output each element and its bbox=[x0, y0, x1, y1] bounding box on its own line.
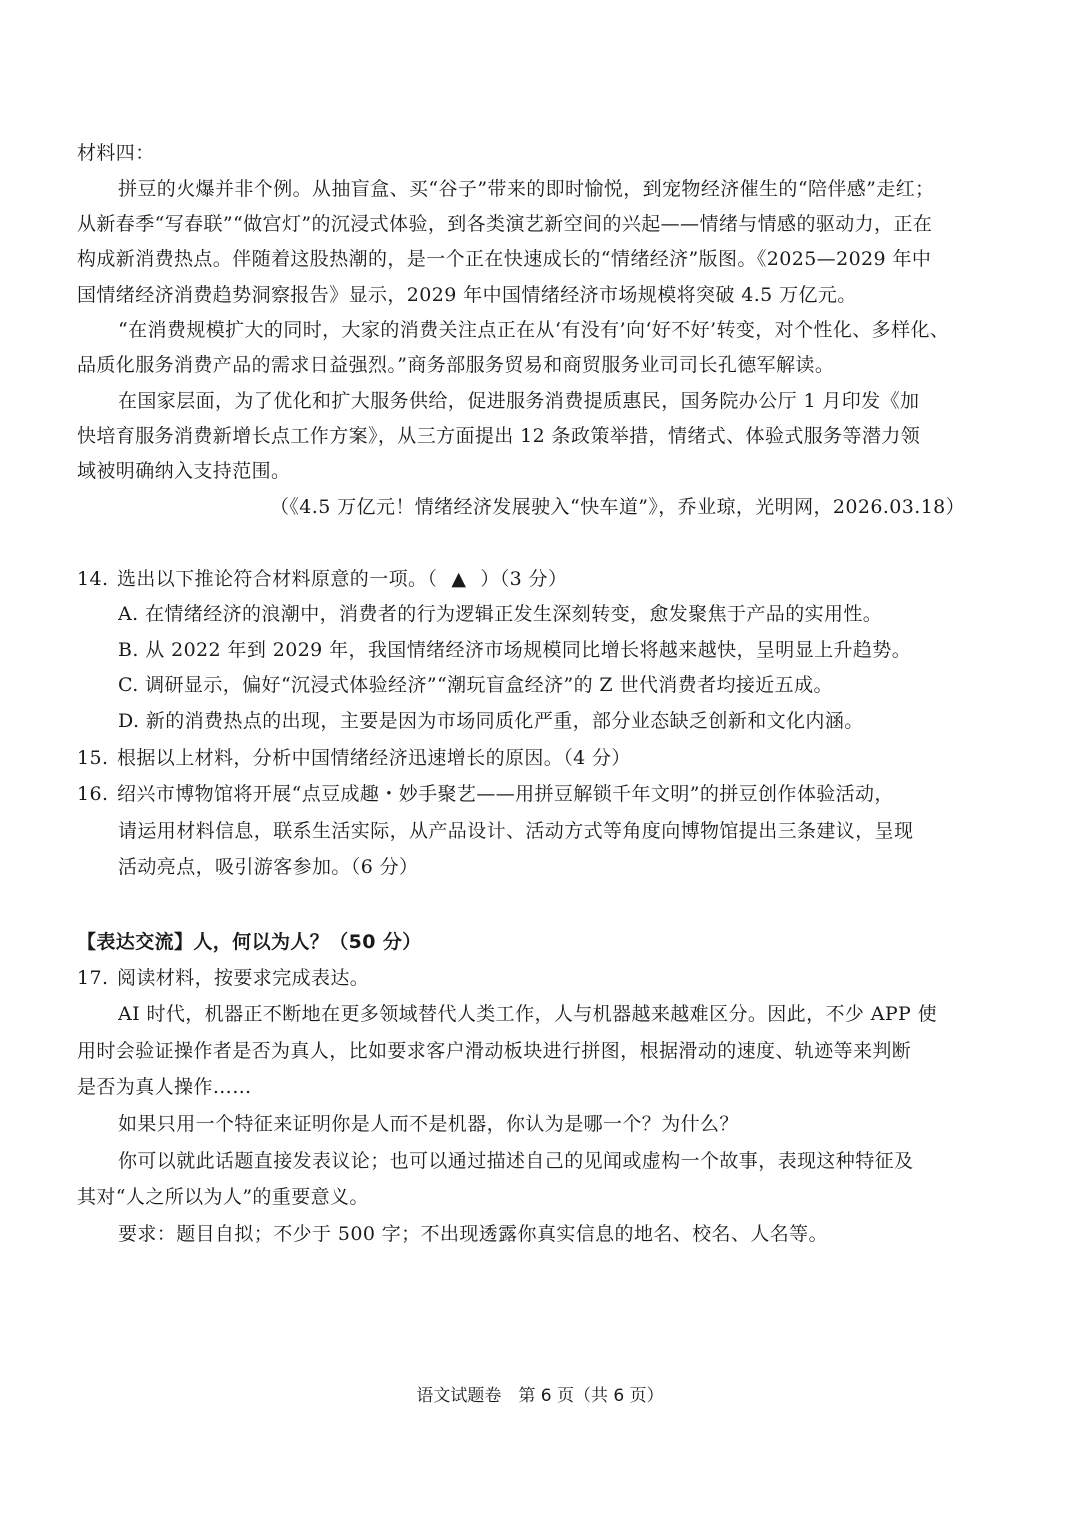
option-d: D. 新的消费热点的出现，主要是因为市场同质化严重，部分业态缺乏创新和文化内涵。 bbox=[118, 710, 864, 732]
material-paragraph-line: 品质化服务消费产品的需求日益强烈。”商务部服务贸易和商贸服务业司司长孔德军解读。 bbox=[77, 354, 835, 376]
material-paragraph-line: 构成新消费热点。伴随着这股热潮的，是一个正在快速成长的“情绪经济”版图。《2025—2029 年中 bbox=[77, 248, 932, 270]
question-16-line: 请运用材料信息，联系生活实际，从产品设计、活动方式等角度向博物馆提出三条建议，呈现 bbox=[118, 820, 914, 842]
material-paragraph-line: 拼豆的火爆并非个例。从抽盲盒、买“谷子”带来的即时愉悦，到宠物经济催生的“陪伴感”走红； bbox=[118, 178, 935, 200]
prompt-paragraph-line: AI 时代，机器正不断地在更多领域替代人类工作，人与机器越来越难区分。因此，不少 APP 使 bbox=[118, 1003, 938, 1025]
material-paragraph-line: “在消费规模扩大的同时，大家的消费关注点正在从‘有没有’向‘好不好’转变，对个性化、多样化、 bbox=[118, 319, 950, 341]
prompt-paragraph-line: 你可以就此话题直接发表议论；也可以通过描述自己的见闻或虚构一个故事，表现这种特征及 bbox=[118, 1150, 914, 1172]
question-text: 阅读材料，按要求完成表达。 bbox=[117, 967, 370, 989]
material-heading: 材料四： bbox=[77, 142, 155, 164]
question-number: 15. bbox=[77, 747, 109, 769]
option-a: A. 在情绪经济的浪潮中，消费者的行为逻辑正发生深刻转变，愈发聚焦于产品的实用性。 bbox=[118, 603, 883, 625]
question-score: ）（3 分） bbox=[480, 568, 568, 590]
option-b: B. 从 2022 年到 2029 年，我国情绪经济市场规模同比增长将越来越快，呈明显上升趋势。 bbox=[118, 639, 912, 661]
material-paragraph-line: 从新春季“写春联”“做宫灯”的沉浸式体验，到各类演艺新空间的兴起——情绪与情感的驱动力，正在 bbox=[77, 213, 933, 235]
question-16 bbox=[77, 777, 1010, 811]
question-text: 根据以上材料，分析中国情绪经济迅速增长的原因。（4 分） bbox=[117, 747, 631, 769]
question-16-line: 活动亮点，吸引游客参加。（6 分） bbox=[118, 856, 419, 878]
material-paragraph-line: 域被明确纳入支持范围。 bbox=[77, 460, 291, 482]
option-c: C. 调研显示，偏好“沉浸式体验经济”“潮玩盲盒经济”的 Z 世代消费者均接近五成。 bbox=[118, 674, 833, 696]
material-source: （《4.5 万亿元！情绪经济发展驶入“快车道”》，乔业琼，光明网，2026.03.18） bbox=[270, 496, 966, 518]
prompt-paragraph-line: 其对“人之所以为人”的重要意义。 bbox=[77, 1186, 369, 1208]
prompt-paragraph-line: 用时会验证操作者是否为真人，比如要求客户滑动板块进行拼图，根据滑动的速度、轨迹等来判断 bbox=[77, 1040, 912, 1062]
question-number: 14. bbox=[77, 568, 109, 590]
question-number: 17. bbox=[77, 967, 109, 989]
question-number: 16. bbox=[77, 783, 109, 805]
question-17 bbox=[77, 961, 1010, 995]
question-stem: 选出以下推论符合材料原意的一项。（ bbox=[117, 568, 438, 590]
material-paragraph-line: 在国家层面，为了优化和扩大服务供给，促进服务消费提质惠民，国务院办公厅 1 月印发《加 bbox=[118, 390, 920, 412]
question-14 bbox=[77, 562, 1010, 596]
material-paragraph-line: 国情绪经济消费趋势洞察报告》显示，2029 年中国情绪经济市场规模将突破 4.5 万亿元。 bbox=[77, 284, 857, 306]
prompt-requirement: 要求：题目自拟；不少于 500 字；不出现透露你真实信息的地名、校名、人名等。 bbox=[118, 1223, 828, 1245]
prompt-question: 如果只用一个特征来证明你是人而不是机器，你认为是哪一个？为什么？ bbox=[118, 1113, 739, 1135]
question-15 bbox=[77, 741, 1010, 775]
answer-blank-triangle: ▲ bbox=[451, 568, 467, 590]
prompt-paragraph-line: 是否为真人操作…… bbox=[77, 1076, 252, 1098]
page-footer: 语文试题卷 第 6 页（共 6 页） bbox=[416, 1386, 664, 1406]
material-paragraph-line: 快培育服务消费新增长点工作方案》，从三方面提出 12 条政策举措，情绪式、体验式服务等潜力领 bbox=[77, 425, 921, 447]
question-text: 绍兴市博物馆将开展“点豆成趣・妙手聚艺——用拼豆解锁千年文明”的拼豆创作体验活动， bbox=[117, 783, 894, 805]
section-heading: 【表达交流】人，何以为人？（50 分） bbox=[77, 931, 422, 953]
